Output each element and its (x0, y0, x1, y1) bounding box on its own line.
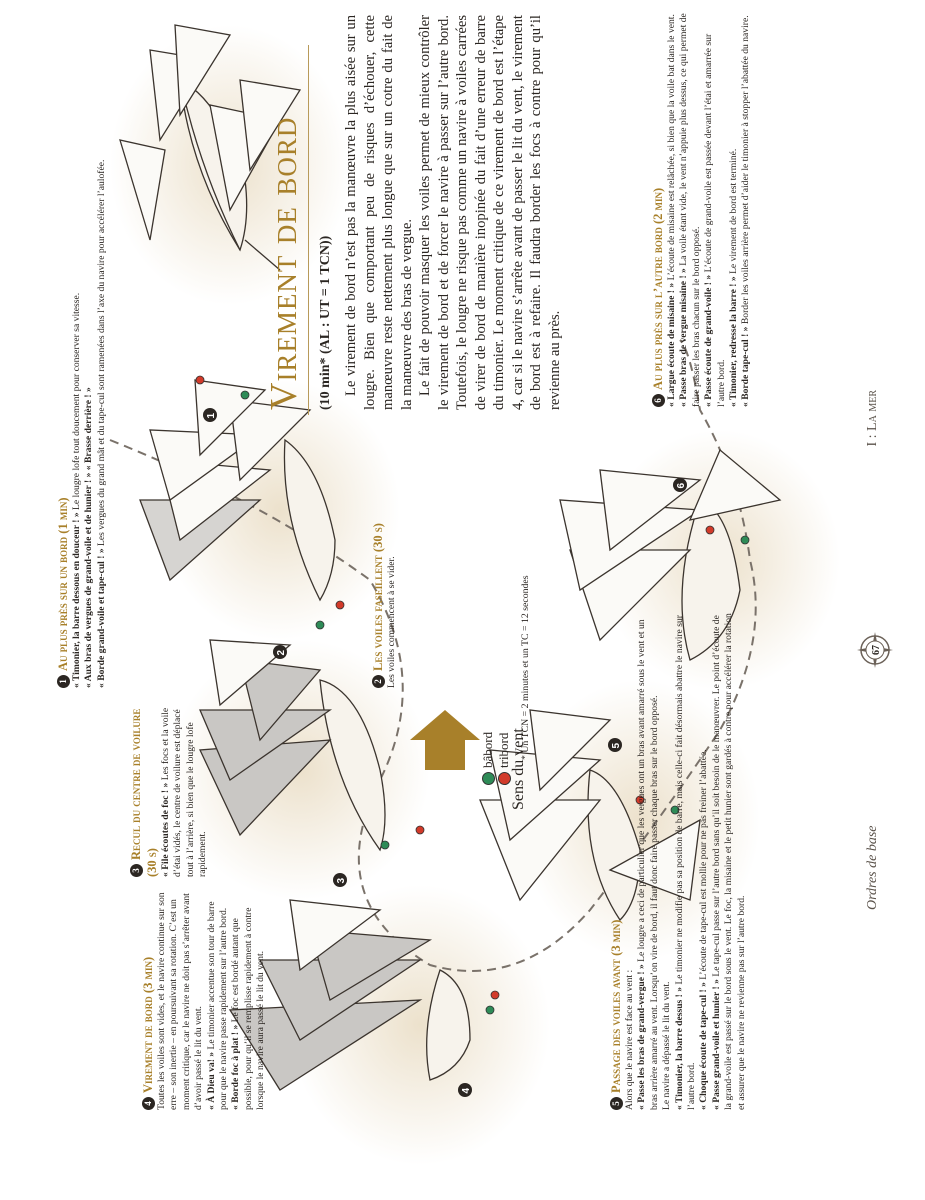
svg-text:6: 6 (676, 482, 687, 489)
order: « Borde foc à plat ! » (230, 1024, 242, 1110)
svg-text:2: 2 (276, 649, 287, 656)
step-body (624, 610, 748, 1110)
explanation: Le timonier accentue son tour de barre pour que le navire passe rapidement sur l’autre bord. (205, 901, 230, 1110)
order: « À Dieu va! » (205, 1051, 217, 1110)
explanation: Le foc est bordé autant que possible, pour qu’il se remplisse rapidement à contre lorsque le navire aura passé le lit du vent. (230, 907, 267, 1110)
svg-text:1: 1 (206, 412, 217, 419)
order: « Timonier, la barre dessus ! » (673, 986, 685, 1110)
svg-text:3: 3 (336, 877, 347, 884)
order: « Passe bras de vergue misaine ! » (678, 268, 690, 407)
step-body (666, 7, 753, 407)
step-title (650, 7, 666, 407)
wind-label: Sens du vent (510, 728, 527, 810)
order: « Choque écoute de tape-cul ! » (698, 982, 710, 1110)
intro-paragraph: Le fait de pouvoir masquer les voiles permet de mieux contrôler le virement de bord et de forcer le navire à passer sur l’autre bord. Toutefois, le lougre ne risque pas comme un navire à voiles carrées de virer de bord de manière inopinée du fait d’une erreur de barre du timonier. Le moment critique de ce virement de bord est l’étape 4, car si le navire s’arrête avant de passer le lit du vent, le virement de bord est à refaire. Il faudra border les focs à contre pour qu’il revienne au près. (417, 15, 563, 410)
explanation: Le lougre a ceci de particulier que les vergues ont un bras avant amarré sous le vent et un bras arrière amarré au vent. Lorsqu’on vire de bord, il faut donc faire passer chaque bras sur le bord opposé. (636, 619, 660, 1110)
order: « Passe écoute de grand-voile ! » (703, 274, 715, 407)
footer-chapter: I : La mer (865, 390, 880, 447)
step-title (55, 108, 71, 688)
explanation: Le navire a dépassé le lit du vent. (661, 981, 673, 1110)
explanation: Toutes les voiles sont vides, et le navire continue sur son erre – son inertie – en poursuivant sa rotation. C’est un moment critique, car le navire ne doit pas s’arrêter avant d’avoir passé le lit du vent. (156, 892, 205, 1110)
step-title-text: Virement de bord (3 min) (141, 956, 155, 1093)
step-number: 3 (130, 864, 143, 877)
page-title: Virement de bord (263, 116, 305, 410)
order: « Largue écoute de misaine ! » (666, 282, 677, 407)
explanation: Le tape-cul passe sur l’autre bord sans qu’il soit besoin de le manœuvrer. Le point d’écoute de la grand-voile est passé sur le bord sous le vent. Le foc, la misaine et le petit hunier sont gardés à contre pour accélérer la rotation et assurer que le navire ne revienne pas sur l’autre bord. (710, 613, 747, 1110)
order: « File écoutes de foc ! » (160, 782, 171, 877)
step-1 (55, 108, 108, 688)
order: « Borde grand-voile et tape-cul ! » (95, 548, 107, 688)
title-rule (308, 45, 309, 415)
step-body (156, 885, 268, 1110)
step-2 (370, 248, 398, 688)
order: « Timonier, redresse la barre ! » (728, 276, 740, 407)
explanation: Les voiles commencent à se vider. (386, 556, 397, 688)
footer-section: Ordres de base (865, 825, 880, 910)
svg-text:4: 4 (461, 1087, 472, 1094)
step-body (386, 248, 398, 688)
order: « Timonier, la barre dessous en douceur ! » (71, 512, 82, 688)
legend-port-label: bâbord (480, 731, 495, 768)
svg-text:5: 5 (611, 742, 622, 749)
explanation: L’écoute de tape-cul est mollie pour ne pas freiner l’abattée. (698, 749, 710, 983)
page-footer (855, 390, 895, 910)
step-title (370, 248, 386, 688)
step-title-text: Les voiles faseillent (30 s) (371, 523, 385, 671)
step-number: 1 (57, 675, 70, 688)
step-5 (608, 610, 748, 1110)
order: « Passe grand-voile et hunier ! » (710, 979, 722, 1110)
step-title-text: Recul du centre de voilure (30 s) (129, 708, 159, 877)
step-title (140, 885, 156, 1110)
compass-rose-icon (855, 620, 895, 680)
explanation: Le lougre lofe tout doucement pour conserver sa vitesse. (71, 292, 82, 513)
step-body (71, 108, 108, 688)
explanation: L’écoute de grand-voile est passée devant l’étai et amarrée sur l’autre bord. (703, 33, 727, 407)
explanation: Border les voiles arrière permet d’aider le timonier à stopper l’abattée du navire. (740, 15, 752, 327)
step-number: 6 (652, 394, 665, 407)
step-title-text: Passage des voiles avant (3 min) (609, 919, 623, 1093)
explanation: Les focs et la voile d’étai vidés, le centre de voilure est déplacé tout à l’arrière, si bien que le lougre lofe rapidement. (160, 707, 209, 877)
legend-starboard-label: tribord (496, 732, 511, 768)
intro-paragraph: Le virement de bord n’est pas la manœuvre la plus aisée sur un lougre. Bien que comportant peu de risques d’échouer, cette manœuvre reste nettement plus longue que sur un cotre du fait de la manœuvre des bras de vergue. (343, 15, 415, 410)
step-3 (128, 692, 210, 877)
page-number: 67 (871, 645, 882, 655)
legend-port (480, 535, 496, 785)
order: « Passe les bras de grand-vergue ! » (636, 964, 648, 1110)
step-6 (650, 7, 753, 407)
explanation: Les vergues du grand mât et du tape-cul sont ramenées dans l’axe du navire pour accélérer l’aulofée. (95, 159, 107, 549)
step-number: 2 (372, 675, 385, 688)
step-number: 5 (610, 1097, 623, 1110)
explanation: Alors que le navire est face au vent : (624, 969, 635, 1110)
page-subtitle: (10 min* (AL : UT = 1 TCN)) (318, 235, 333, 410)
time-note: * Un TCN = 2 minutes et un TC = 12 secondes (520, 575, 531, 760)
port-dot-icon (482, 772, 495, 785)
legend (480, 535, 512, 785)
step-number: 4 (142, 1097, 155, 1110)
step-title-text: Au plus près sur un bord (1 min) (56, 497, 70, 671)
step-body (160, 692, 210, 877)
step-title-text: Au plus près sur l’autre bord (2 min) (651, 187, 665, 390)
starboard-dot-icon (498, 772, 511, 785)
explanation: La voile étant vide, le vent n’appuie plus dessus, ce qui permet de faire passer les bras chacun sur le bord opposé. (678, 13, 702, 407)
step-title (128, 692, 160, 877)
step-title (608, 610, 624, 1110)
explanation: L’écoute de misaine est relâchée, si bien que la voile bat dans le vent. (666, 14, 677, 283)
explanation: Le timonier ne modifie pas sa position de barre, mais celle-ci fait désormais abattre le navire sur l’autre bord. (673, 615, 698, 1110)
explanation: Le virement de bord est terminé. (728, 148, 740, 277)
step-4 (140, 885, 268, 1110)
order: « Borde tape-cul ! » (740, 326, 752, 407)
order: « Aux bras de vergues de grand-voile et de hunier ! » « Brasse derrière ! » (83, 387, 95, 688)
